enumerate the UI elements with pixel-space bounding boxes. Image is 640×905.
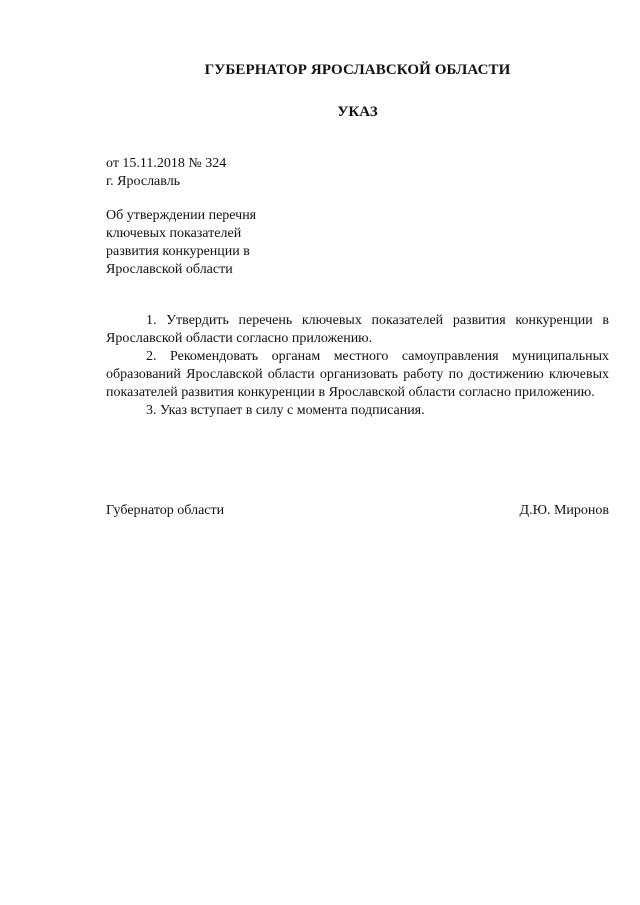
subject-line: развития конкуренции в	[106, 244, 250, 259]
document-type-heading: УКАЗ	[337, 104, 378, 120]
subject-line: Ярославской области	[106, 262, 233, 277]
signatory-name: Д.Ю. Миронов	[519, 503, 609, 518]
paragraph-3: 3. Указ вступает в силу с момента подписания.	[146, 403, 425, 418]
place-line: г. Ярославль	[106, 174, 181, 189]
signature-block	[106, 502, 609, 520]
document-meta	[106, 155, 226, 191]
date-number-line: от 15.11.2018 № 324	[106, 156, 227, 171]
paragraph-2: 2. Рекомендовать органам местного самоуправления муниципальных образований Ярославской области организовать работу по достижению ключевых показателей развития конкуренции в Ярославской области согласно приложению.	[106, 349, 609, 400]
subject-line: ключевых показателей	[106, 226, 242, 241]
issuer-heading: ГУБЕРНАТОР ЯРОСЛАВСКОЙ ОБЛАСТИ	[204, 62, 511, 78]
document-body	[106, 312, 609, 420]
signatory-title: Губернатор области	[106, 503, 225, 518]
document-subject	[106, 207, 256, 279]
subject-line: Об утверждении перечня	[106, 208, 257, 223]
paragraph-1: 1. Утвердить перечень ключевых показателей развития конкуренции в Ярославской области согласно приложению.	[106, 313, 609, 346]
